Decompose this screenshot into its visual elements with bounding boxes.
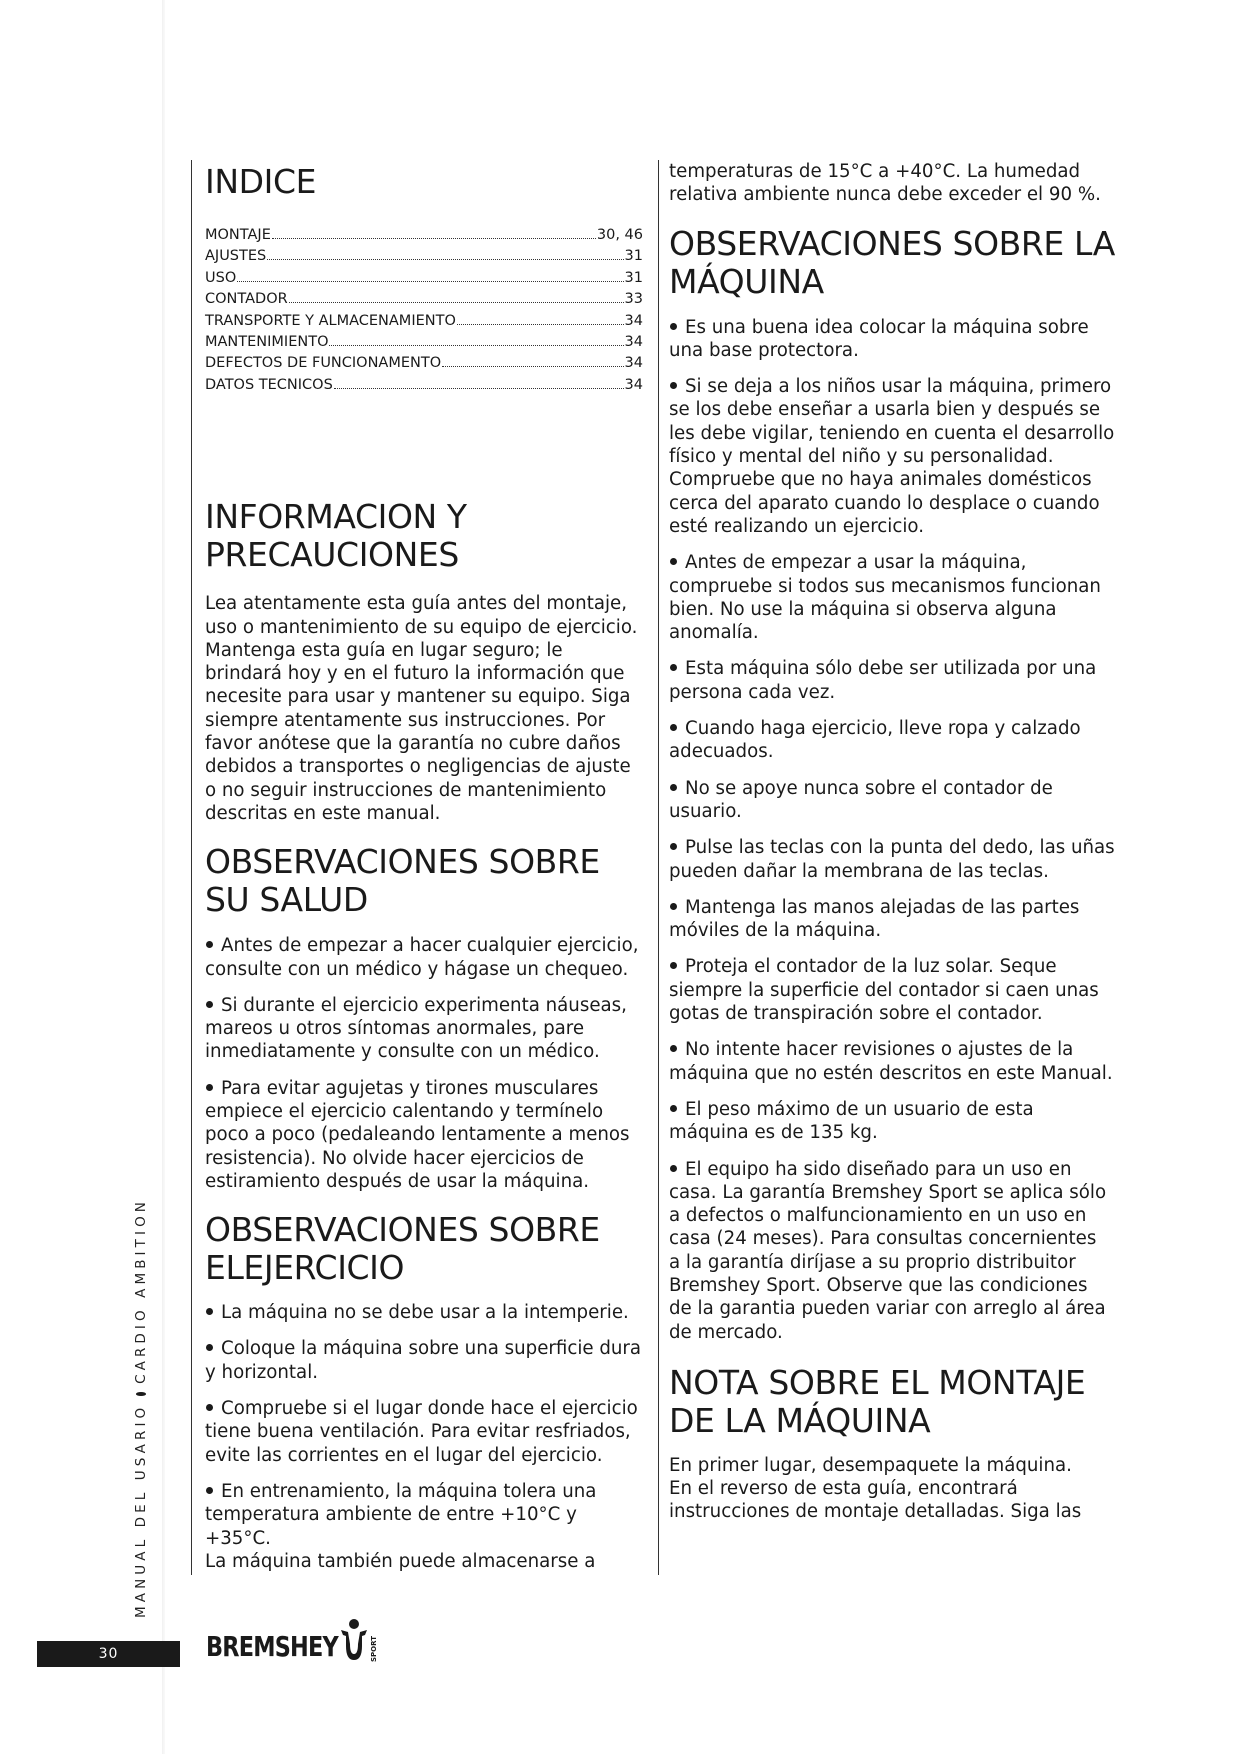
text-line: físico y mental del niño y su personalidad.	[669, 446, 1054, 468]
text-line: a la garantía diríjase a su proprio distribuitor	[669, 1251, 1076, 1273]
toc-page: 34	[624, 376, 643, 393]
bullet-item	[205, 1077, 643, 1193]
toc-label: USO	[205, 269, 237, 286]
info-heading-line: PRECAUCIONES	[205, 535, 459, 575]
text-line: debidos a transportes o negligencias de ajuste	[205, 756, 631, 778]
text-line: Compruebe que no haya animales domésticos	[669, 469, 1092, 491]
text-line: Esta máquina sólo debe ser utilizada por una	[685, 658, 1097, 680]
left-column-rule	[191, 160, 192, 1575]
toc-label: AJUSTES	[205, 248, 267, 265]
text-line: Proteja el contador de la luz solar. Seque	[685, 956, 1057, 978]
bullet-dot	[670, 1105, 677, 1112]
salud-heading-line: OBSERVACIONES SOBRE	[205, 842, 600, 882]
bullet-item	[669, 375, 1121, 538]
bullet-item	[669, 551, 1121, 644]
bullet-item	[669, 1038, 1121, 1085]
text-line: Bremshey Sport. Observe que las condiciones	[669, 1274, 1088, 1296]
text-line: de mercado.	[669, 1321, 783, 1343]
text-line: Si durante el ejercicio experimenta náuseas,	[221, 994, 627, 1016]
text-line: El peso máximo de un usuario de esta	[685, 1098, 1034, 1120]
text-line: cerca del aparato cuando lo desplace o cuando	[669, 492, 1100, 514]
text-line: uso o mantenimiento de su equipo de ejercicio.	[205, 616, 638, 638]
toc-leader	[267, 259, 623, 260]
maquina-heading-line: MÁQUINA	[669, 261, 824, 301]
text-line: relativa ambiente nunca debe exceder el 90 %.	[669, 184, 1101, 206]
salud-heading	[205, 843, 643, 919]
text-line: estiramiento después de usar la máquina.	[205, 1170, 590, 1192]
toc-row[interactable]	[205, 375, 643, 396]
bullet-dot	[670, 843, 677, 850]
bullet-dot	[670, 558, 677, 565]
continued-paragraph	[669, 160, 1121, 207]
text-line: temperatura ambiente de entre +10°C y +35°C.	[205, 1504, 577, 1549]
toc-label: DEFECTOS DE FUNCIONAMENTO	[205, 355, 442, 372]
text-line: pueden dañar la membrana de las teclas.	[669, 860, 1049, 882]
text-line: Mantenga esta guía en lugar seguro; le	[205, 639, 563, 661]
logo-sport-text: SPORT	[369, 1636, 378, 1662]
toc-page: 34	[624, 334, 643, 351]
bullet-item	[205, 1301, 643, 1324]
text-line: Antes de empezar a usar la máquina,	[685, 552, 1027, 574]
text-line: Mantenga las manos alejadas de las partes	[685, 896, 1080, 918]
text-line: y horizontal.	[205, 1361, 319, 1383]
sidebar-vertical-label	[133, 1198, 149, 1618]
toc-row[interactable]	[205, 289, 643, 310]
text-line: favor anótese que la garantía no cubre daños	[205, 733, 621, 755]
text-line: siempre la superficie del contador si caen unas	[669, 979, 1099, 1001]
text-line: una base protectora.	[669, 339, 859, 361]
text-line: siempre atentamente sus instrucciones. Por	[205, 709, 606, 731]
bullet-dot	[670, 1165, 677, 1172]
text-line: Si se deja a los niños usar la máquina, primero	[685, 376, 1112, 398]
toc-row[interactable]	[205, 311, 643, 332]
text-line: descritas en este manual.	[205, 802, 441, 824]
bullet-item	[669, 1158, 1121, 1344]
text-line: poco a poco (pedaleando lentamente a menos	[205, 1124, 630, 1146]
text-line: gotas de transpiración sobre el contador.	[669, 1003, 1043, 1025]
bullet-dot	[206, 1487, 213, 1494]
toc-label: TRANSPORTE Y ALMACENAMIENTO	[205, 312, 456, 329]
bullet-item	[669, 316, 1121, 363]
text-line: Para evitar agujetas y tirones musculares	[221, 1077, 599, 1099]
toc-leader	[329, 345, 623, 346]
bullet-dot	[206, 1001, 213, 1008]
text-line: bien. No use la máquina si observa alguna	[669, 598, 1057, 620]
text-line: Cuando haga ejercicio, lleve ropa y calzado	[685, 718, 1081, 740]
text-line: máquina es de 135 kg.	[669, 1122, 878, 1144]
text-line: En entrenamiento, la máquina tolera una	[221, 1480, 597, 1502]
bullet-item	[205, 1480, 643, 1573]
montaje-paragraph	[669, 1454, 1121, 1524]
text-line: En el reverso de esta guía, encontrará	[669, 1478, 1018, 1500]
toc-page: 34	[624, 312, 643, 329]
text-line: casa. La garantía Bremshey Sport se aplica sólo	[669, 1181, 1107, 1203]
text-line: máquina que no estén descritos en este Manual.	[669, 1062, 1113, 1084]
text-line: consulte con un médico y hágase un chequeo.	[205, 958, 629, 980]
text-line: brindará hoy y en el futuro la información que	[205, 663, 625, 685]
logo-wordmark: BREMSHEY	[206, 1630, 338, 1663]
text-line: casa (24 meses). Para consultas concernientes	[669, 1228, 1097, 1250]
bullet-item	[205, 934, 643, 981]
right-column-rule	[658, 160, 659, 1575]
toc-leader	[289, 302, 624, 303]
right-column	[669, 160, 1121, 1524]
toc-leader	[334, 388, 624, 389]
ejercicio-heading-line: ELEJERCICIO	[205, 1248, 405, 1288]
toc-page: 34	[624, 355, 643, 372]
text-line: Es una buena idea colocar la máquina sobre	[685, 316, 1089, 338]
text-line: Lea atentamente esta guía antes del montaje,	[205, 593, 627, 615]
maquina-heading-line: OBSERVACIONES SOBRE LA	[669, 223, 1115, 263]
bremshey-logo	[206, 1618, 378, 1662]
text-line: persona cada vez.	[669, 681, 836, 703]
left-column	[205, 163, 643, 1573]
text-line: mareos u otros síntomas anormales, pare	[205, 1018, 585, 1040]
bullet-dot	[670, 903, 677, 910]
bullet-dot	[670, 664, 677, 671]
page-number-box	[37, 1641, 180, 1667]
figure-icon	[339, 1618, 369, 1662]
text-line: Antes de empezar a hacer cualquier ejercicio,	[221, 935, 639, 957]
toc-leader	[272, 238, 596, 239]
table-of-contents	[205, 225, 643, 396]
toc-label: MANTENIMIENTO	[205, 334, 329, 351]
page-number: 30	[98, 1646, 119, 1662]
bullet-item	[205, 994, 643, 1064]
salud-heading-line: SU SALUD	[205, 880, 368, 920]
bullet-item	[669, 717, 1121, 764]
montaje-heading-line: NOTA SOBRE EL MONTAJE	[669, 1362, 1086, 1402]
bullet-dot	[206, 1308, 213, 1315]
text-line: temperaturas de 15°C a +40°C. La humedad	[669, 161, 1081, 182]
toc-row[interactable]	[205, 246, 643, 267]
toc-label: MONTAJE	[205, 227, 271, 243]
bullet-item	[669, 657, 1121, 704]
text-line: usuario.	[669, 800, 742, 822]
bullet-dot	[670, 784, 677, 791]
toc-label: CONTADOR	[205, 291, 288, 308]
bullet-item	[669, 955, 1121, 1025]
info-heading-line: INFORMACION Y	[205, 497, 467, 537]
bullet-dot	[670, 1045, 677, 1052]
text-line: se los debe enseñar a usarla bien y después se	[669, 399, 1101, 421]
text-line: de la garantia pueden variar con arreglo al área	[669, 1298, 1106, 1320]
toc-page: 31	[624, 248, 643, 265]
text-line: evite las corrientes en el lugar del ejercicio.	[205, 1444, 603, 1466]
text-line: empiece el ejercicio calentando y termínelo	[205, 1101, 604, 1122]
toc-row[interactable]	[205, 353, 643, 374]
text-line: La máquina también puede almacenarse a	[205, 1550, 596, 1572]
info-paragraph	[205, 592, 643, 825]
text-line: anomalía.	[669, 622, 759, 644]
toc-leader	[237, 281, 623, 282]
bullet-dot	[670, 382, 677, 389]
toc-label: DATOS TECNICOS	[205, 376, 333, 393]
bullet-dot	[670, 724, 677, 731]
text-line: Coloque la máquina sobre una superficie dura	[221, 1338, 642, 1360]
toc-leader	[442, 366, 623, 367]
text-line: necesite para usar y mantener su equipo. Siga	[205, 686, 631, 708]
model-label: CARDIO AMBITION	[133, 1198, 149, 1384]
bullet-item	[669, 836, 1121, 883]
text-line: Compruebe si el lugar donde hace el ejercicio	[221, 1398, 638, 1420]
maquina-heading	[669, 225, 1121, 301]
toc-row[interactable]	[205, 268, 643, 289]
indice-heading: INDICE	[205, 162, 317, 201]
text-line: No se apoye nunca sobre el contador de	[685, 777, 1053, 799]
text-line: móviles de la máquina.	[669, 920, 882, 942]
text-line: instrucciones de montaje detalladas. Siga las	[669, 1501, 1082, 1523]
toc-page: 33	[624, 291, 643, 308]
bullet-item	[205, 1397, 643, 1467]
bullet-item	[669, 1098, 1121, 1145]
text-line: inmediatamente y consulte con un médico.	[205, 1041, 600, 1063]
text-line: La máquina no se debe usar a la intemperie.	[221, 1302, 629, 1324]
info-heading	[205, 498, 643, 574]
toc-page: 31	[624, 269, 643, 286]
bullet-item	[205, 1337, 643, 1384]
bullet-dot	[670, 962, 677, 969]
text-line: adecuados.	[669, 741, 774, 763]
montaje-heading	[669, 1364, 1121, 1440]
text-line: a defectos o malfuncionamiento en un uso en	[669, 1205, 1087, 1227]
text-line: Pulse las teclas con la punta del dedo, las uñas	[685, 837, 1115, 859]
ejercicio-heading-line: OBSERVACIONES SOBRE	[205, 1210, 600, 1250]
text-line: El equipo ha sido diseñado para un uso en	[685, 1158, 1072, 1180]
gutter-shade	[162, 0, 165, 1754]
montaje-heading-line: DE LA MÁQUINA	[669, 1400, 931, 1440]
text-line: No intente hacer revisiones o ajustes de la	[685, 1039, 1074, 1061]
text-line: les debe vigilar, teniendo en cuenta el desarrollo	[669, 422, 1115, 444]
bullet-dot	[206, 1404, 213, 1411]
manual-label: MANUAL DEL USARIO	[133, 1403, 149, 1618]
bullet-dot	[206, 941, 213, 948]
text-line: resistencia). No olvide hacer ejercicios de	[205, 1147, 584, 1169]
bullet-dot	[670, 323, 677, 330]
separator-dot-icon	[136, 1392, 146, 1396]
text-line: o no seguir instrucciones de mantenimiento	[205, 779, 607, 801]
toc-page: 30, 46	[596, 227, 643, 243]
ejercicio-heading	[205, 1211, 643, 1287]
text-line: tiene buena ventilación. Para evitar resfriados,	[205, 1421, 631, 1443]
text-line: esté realizando un ejercicio.	[669, 515, 924, 537]
bullet-item	[669, 777, 1121, 824]
toc-row[interactable]	[205, 332, 643, 353]
bullet-dot	[206, 1084, 213, 1091]
text-line: En primer lugar, desempaquete la máquina.	[669, 1454, 1072, 1476]
toc-row[interactable]	[205, 225, 643, 246]
toc-leader	[457, 324, 624, 325]
text-line: compruebe si todos sus mecanismos funcionan	[669, 575, 1101, 597]
bullet-dot	[206, 1344, 213, 1351]
bullet-item	[669, 896, 1121, 943]
